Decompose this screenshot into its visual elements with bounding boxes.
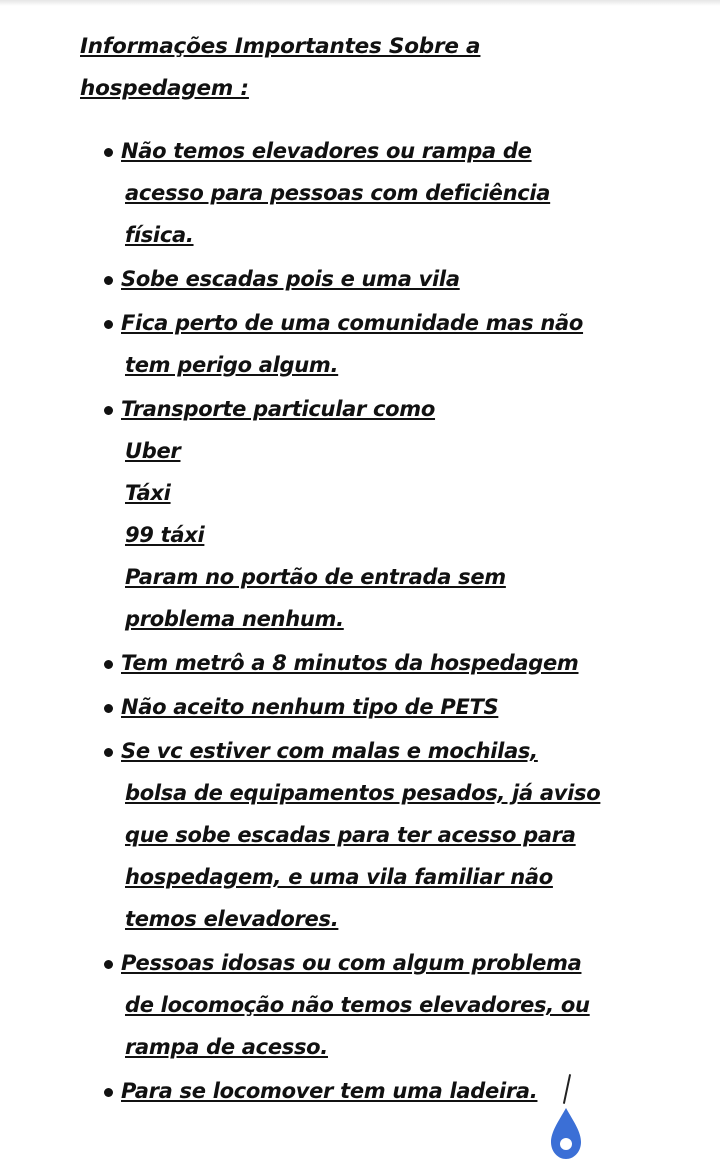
- item-line: acesso para pessoas com deficiência: [125, 181, 551, 205]
- bullet-icon: [104, 704, 113, 713]
- list-item: [80, 686, 660, 728]
- item-line: bolsa de equipamentos pesados, já aviso: [125, 781, 601, 805]
- item-line: física.: [125, 223, 194, 247]
- item-line: Táxi: [125, 481, 171, 505]
- bullet-icon: [104, 748, 113, 757]
- list-item: [80, 302, 660, 386]
- item-line: que sobe escadas para ter acesso para: [125, 823, 576, 847]
- list-item: [80, 642, 660, 684]
- list-item: [80, 258, 660, 300]
- item-line: problema nenhum.: [125, 607, 344, 631]
- selection-handle-icon[interactable]: [548, 1106, 584, 1162]
- top-shadow: [0, 0, 720, 6]
- item-line: hospedagem, e uma vila familiar não: [125, 865, 553, 889]
- list-item: [80, 942, 660, 1068]
- item-line: 99 táxi: [125, 523, 205, 547]
- list-item: [80, 730, 660, 940]
- item-line: Uber: [125, 439, 181, 463]
- item-line: Tem metrô a 8 minutos da hospedagem: [121, 651, 579, 675]
- list-item: [80, 130, 660, 256]
- item-line: Não temos elevadores ou rampa de: [121, 139, 532, 163]
- item-line: Para se locomover tem uma ladeira.: [121, 1079, 538, 1103]
- item-line: Não aceito nenhum tipo de PETS: [121, 695, 499, 719]
- item-line: rampa de acesso.: [125, 1035, 328, 1059]
- item-line: Param no portão de entrada sem: [125, 565, 506, 589]
- bullet-icon: [104, 960, 113, 969]
- list-item: [80, 388, 660, 640]
- heading-line: Informações Importantes Sobre a: [80, 34, 481, 59]
- item-line: temos elevadores.: [125, 907, 339, 931]
- bullet-icon: [104, 1088, 113, 1097]
- heading-line: hospedagem :: [80, 76, 249, 101]
- item-line: tem perigo algum.: [125, 353, 339, 377]
- bullet-icon: [104, 406, 113, 415]
- bullet-icon: [104, 660, 113, 669]
- document-body[interactable]: [80, 26, 660, 1114]
- bullet-icon: [104, 148, 113, 157]
- item-line: Transporte particular como: [121, 397, 436, 421]
- bullet-icon: [104, 276, 113, 285]
- item-line: Pessoas idosas ou com algum problema: [121, 951, 582, 975]
- item-line: Fica perto de uma comunidade mas não: [121, 311, 584, 335]
- item-line: Sobe escadas pois e uma vila: [121, 267, 460, 291]
- document-heading: [80, 26, 660, 110]
- item-line: Se vc estiver com malas e mochilas,: [121, 739, 538, 763]
- info-list: [80, 130, 660, 1112]
- item-line: de locomoção não temos elevadores, ou: [125, 993, 590, 1017]
- bullet-icon: [104, 320, 113, 329]
